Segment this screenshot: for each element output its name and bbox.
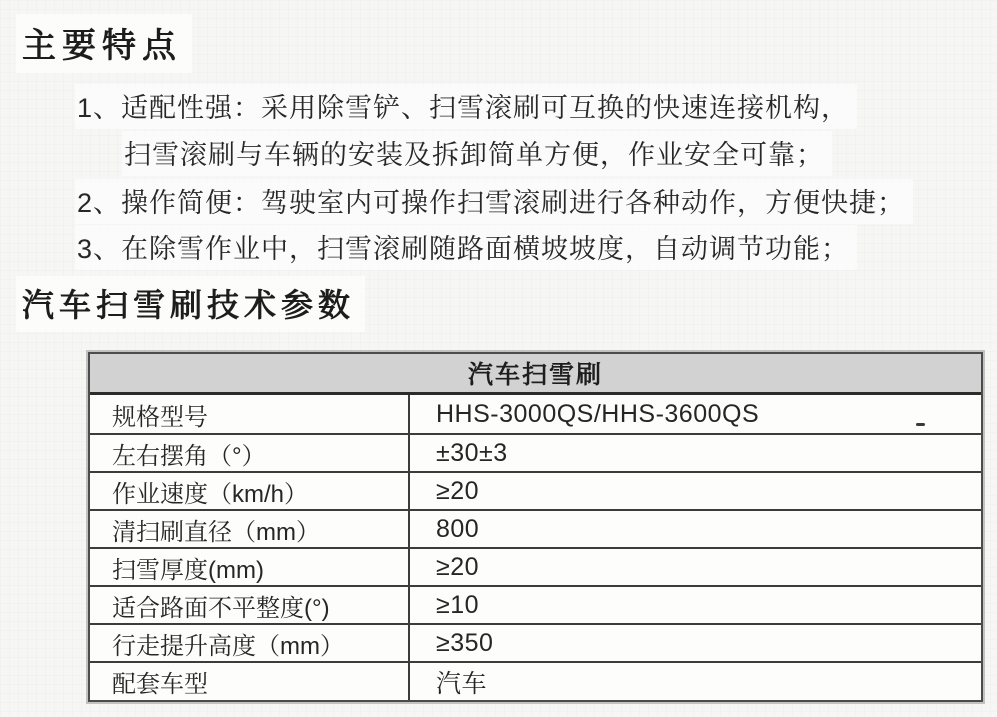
spec-label: 作业速度（km/h）: [90, 473, 410, 509]
spec-label: 规格型号: [90, 395, 410, 433]
spec-label: 扫雪厚度(mm): [90, 549, 410, 585]
feature-item-3: 3、在除雪作业中，扫雪滚刷随路面横坡坡度，自动调节功能；: [75, 225, 857, 270]
spec-value: ±30±3: [436, 438, 508, 467]
spec-value: 800: [436, 514, 480, 543]
spec-table: [88, 352, 983, 702]
table-row: [90, 473, 981, 511]
spec-value: ≥20: [436, 476, 480, 505]
spec-value: ≥20: [436, 552, 480, 581]
feature-item-1-line-2: 扫雪滚刷与车辆的安装及拆卸简单方便，作业安全可靠；: [122, 131, 832, 176]
spec-label: 左右摆角（°）: [90, 435, 410, 471]
table-row: [90, 625, 981, 663]
table-row: [90, 663, 981, 700]
table-row: [90, 587, 981, 625]
table-row: [90, 549, 981, 587]
feature-item-2: 2、操作简便：驾驶室内可操作扫雪滚刷进行各种动作，方便快捷；: [75, 179, 913, 224]
spec-value: 汽车: [436, 669, 488, 698]
spec-label: 行走提升高度（mm）: [90, 625, 410, 661]
spec-label: 清扫刷直径（mm）: [90, 511, 410, 547]
spec-label: 配套车型: [90, 663, 410, 700]
spec-value: ≥10: [436, 590, 480, 619]
feature-item-1-line-1: 1、适配性强：采用除雪铲、扫雪滚刷可互换的快速连接机构，: [75, 84, 857, 129]
scan-artifact-mark: [916, 423, 925, 426]
table-row: [90, 395, 981, 435]
section-title-main-features: 主要特点: [16, 14, 192, 73]
table-row: [90, 511, 981, 549]
spec-label: 适合路面不平整度(°): [90, 587, 410, 623]
table-row: [90, 435, 981, 473]
section-title-tech-params: 汽车扫雪刷技术参数: [16, 276, 365, 332]
spec-value: ≥350: [436, 628, 494, 657]
spec-table-header: 汽车扫雪刷: [90, 354, 981, 395]
spec-value: HHS-3000QS/HHS-3600QS: [436, 399, 760, 428]
